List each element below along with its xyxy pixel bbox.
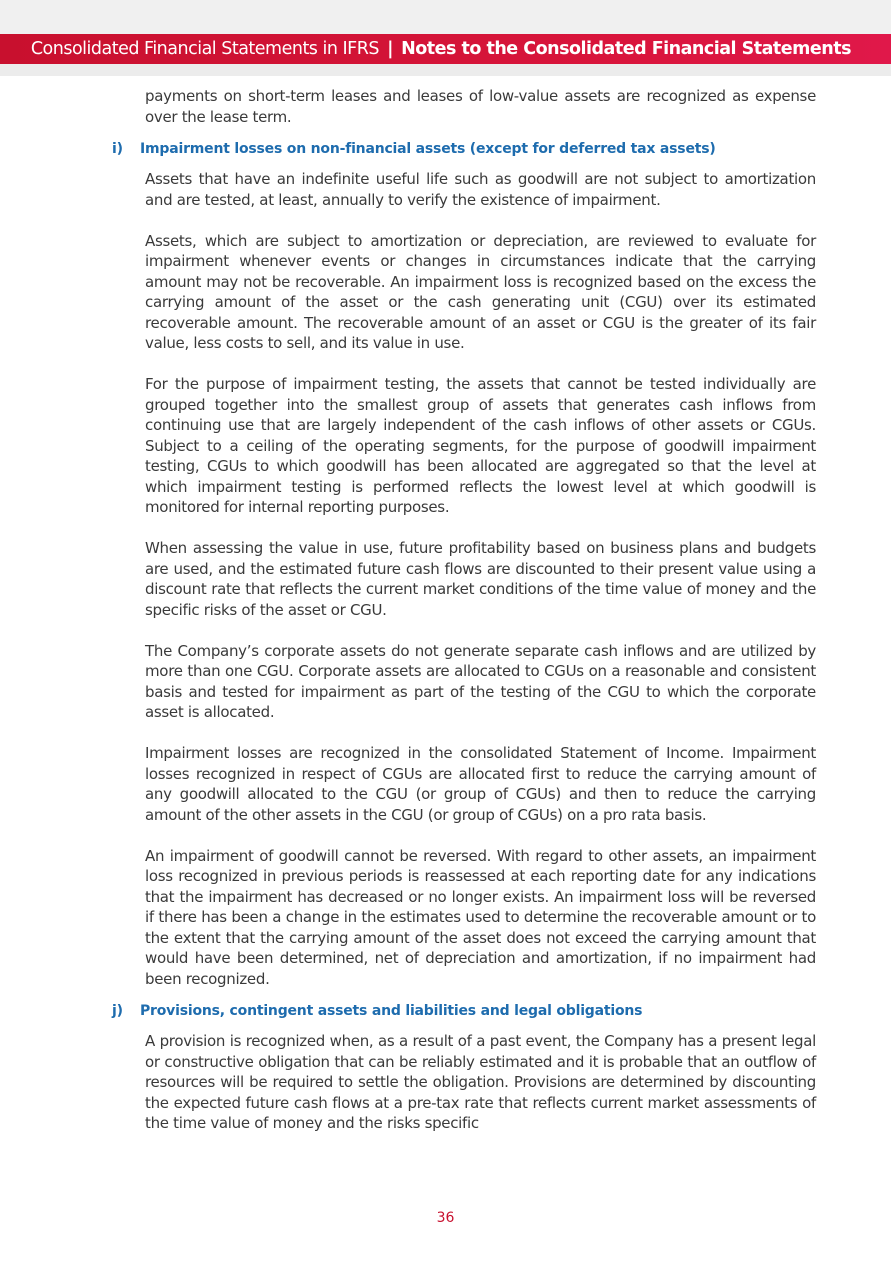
paragraph: When assessing the value in use, future profitability based on business plans and budgets are used, and the estimated future cash flows are discounted to their present value using a discount rate that reflects the current market conditions of the time value of money and the specific risks of the asset or CGU.	[145, 539, 816, 619]
header-separator: |	[387, 39, 393, 59]
paragraph: Assets that have an indefinite useful life such as goodwill are not subject to amortization and are tested, at least, annually to verify the existence of impairment.	[145, 170, 816, 209]
section-heading-i	[112, 139, 816, 159]
paragraph: Assets, which are subject to amortization or depreciation, are reviewed to evaluate for impairment whenever events or changes in circumstances indicate that the carrying amount may not be recoverable. An impairment loss is recognized based on the excess the carrying amount of the asset or the cash generating unit (CGU) over its estimated recoverable amount. The recoverable amount of an asset or CGU is the greater of its fair value, less costs to sell, and its value in use.	[145, 231, 816, 352]
section-letter: i)	[112, 141, 123, 157]
paragraph: For the purpose of impairment testing, the assets that cannot be tested individually are grouped together into the smallest group of assets that generates cash inflows from continuing use that are largely independent of the cash inflows of other assets or CGUs. Subject to a ceiling of the operating segments, for the purpose of goodwill impairment testing, CGUs to which goodwill has been allocated are aggregated so that the level at which impairment testing is performed reflects the lowest level at which goodwill is monitored for internal reporting purposes.	[145, 375, 816, 516]
intro-paragraph: payments on short-term leases and leases of low-value assets are recognized as expense over the lease term.	[145, 87, 816, 126]
document-body	[112, 86, 816, 1154]
section-heading-j	[112, 1001, 816, 1021]
paragraph: An impairment of goodwill cannot be reversed. With regard to other assets, an impairment loss recognized in previous periods is reassessed at each reporting date for any indications that the impairment has decreased or no longer exists. An impairment loss will be reversed if there has been a change in the estimates used to determine the recoverable amount or to the extent that the carrying amount of the asset does not exceed the carrying amount that would have been determined, net of depreciation and amortization, if no impairment had been recognized.	[145, 846, 816, 988]
section-title: Provisions, contingent assets and liabilities and legal obligations	[140, 1003, 643, 1019]
section-letter: j)	[112, 1003, 123, 1019]
page-number: 36	[436, 1210, 455, 1226]
header-title: Consolidated Financial Statements in IFRS	[30, 39, 379, 59]
top-margin-strip	[0, 0, 891, 34]
page-header-band	[0, 34, 891, 64]
paragraph: Impairment losses are recognized in the consolidated Statement of Income. Impairment losses recognized in respect of CGUs are allocated first to reduce the carrying amount of any goodwill allocated to the CGU (or group of CGUs) and then to reduce the carrying amount of the other assets in the CGU (or group of CGUs) on a pro rata basis.	[145, 744, 816, 824]
header-under-strip	[0, 64, 891, 76]
section-title: Impairment losses on non-financial assets (except for deferred tax assets)	[140, 141, 716, 157]
paragraph: The Company’s corporate assets do not generate separate cash inflows and are utilized by more than one CGU. Corporate assets are allocated to CGUs on a reasonable and consistent basis and tested for impairment as part of the testing of the CGU to which the corporate asset is allocated.	[145, 641, 816, 721]
paragraph: A provision is recognized when, as a result of a past event, the Company has a present legal or constructive obligation that can be reliably estimated and it is probable that an outflow of resources will be required to settle the obligation. Provisions are determined by discounting the expected future cash flows at a pre-tax rate that reflects current market assessments of the time value of money and the risks specific	[145, 1032, 816, 1132]
header-subtitle: Notes to the Consolidated Financial Statements	[401, 39, 851, 59]
